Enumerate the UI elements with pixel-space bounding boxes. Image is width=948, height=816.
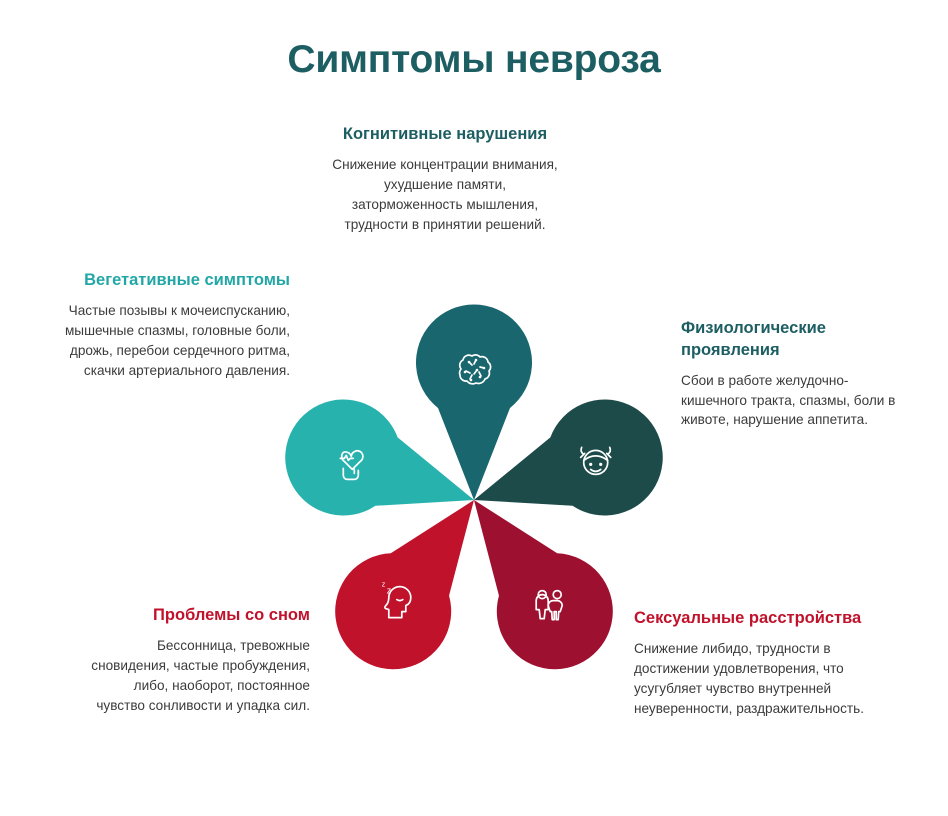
label-cognitive-body: Снижение концентрации внимания, ухудшение памяти, заторможенность мышления, трудности в принятии решений. [332, 156, 558, 232]
svg-text:z: z [386, 585, 392, 596]
page-title: Симптомы невроза [287, 38, 661, 81]
label-vegetative-body: Частые позывы к мочеиспусканию, мышечные спазмы, головные боли, дрожь, перебои сердечного ритма, скачки артериального давления. [64, 302, 290, 378]
label-physiological [681, 318, 909, 430]
label-physiological-body: Сбои в работе желудочно-кишечного тракта, спазмы, боли в животе, нарушение аппетита. [681, 372, 896, 428]
label-cognitive [332, 124, 558, 235]
label-cognitive-title: Когнитивные нарушения [342, 125, 548, 143]
label-sleep-title: Проблемы со сном [153, 606, 310, 624]
label-sleep [86, 605, 310, 716]
label-sexual-title: Сексуальные расстройства [634, 609, 862, 627]
label-sexual [634, 608, 866, 719]
label-sleep-body: Бессонница, тревожные сновидения, частые пробуждения, либо, наоборот, постоянное чувство сонливости и упадка сил. [91, 637, 310, 713]
label-sexual-body: Снижение либидо, трудности в достижении удовлетворения, что усугубляет чувство внутренней неуверенности, раздражительность. [634, 640, 864, 716]
svg-text:z: z [381, 581, 386, 589]
label-physiological-title: Физиологические проявления [681, 319, 826, 359]
label-vegetative-title: Вегетативные симптомы [84, 271, 290, 289]
label-vegetative [42, 270, 290, 381]
